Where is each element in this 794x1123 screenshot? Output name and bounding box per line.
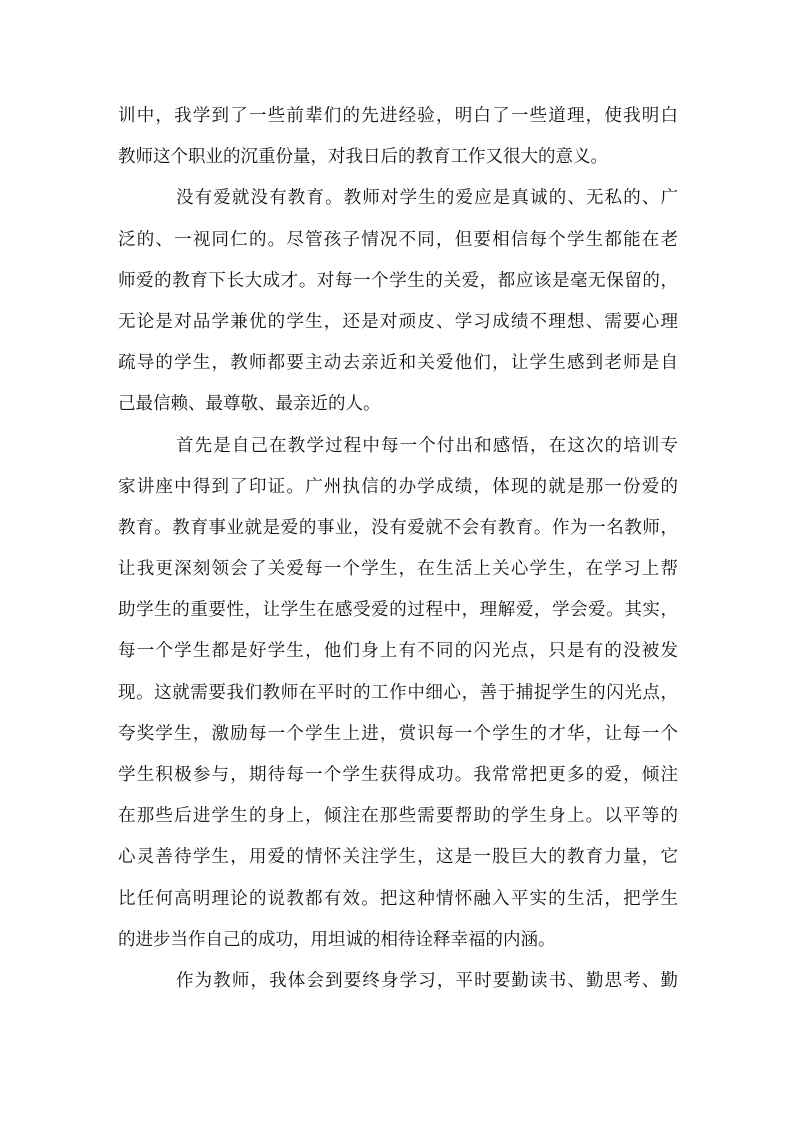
text-line-10: 家讲座中得到了印证。广州执信的办学成绩，体现的就是那一份爱的 <box>118 476 678 497</box>
text-line-4: 泛的、一视同仁的。尽管孩子情况不同，但要相信每个学生都能在老 <box>118 229 678 250</box>
text-line-19: 心灵善待学生，用爱的情怀关注学生，这是一股巨大的教育力量，它 <box>118 847 678 868</box>
text-line-6: 无论是对品学兼优的学生，还是对顽皮、学习成绩不理想、需要心理 <box>118 311 678 332</box>
body-text <box>118 96 678 1002</box>
text-line-3: 没有爱就没有教育。教师对学生的爱应是真诚的、无私的、广 <box>176 188 678 209</box>
text-line-16: 夸奖学生，激励每一个学生上进，赏识每一个学生的才华，让每一个 <box>118 723 678 744</box>
text-line-14: 每一个学生都是好学生，他们身上有不同的闪光点，只是有的没被发 <box>118 641 678 662</box>
text-line-20: 比任何高明理论的说教都有效。把这种情怀融入平实的生活，把学生 <box>118 888 678 909</box>
text-line-7: 疏导的学生，教师都要主动去亲近和关爱他们，让学生感到老师是自 <box>118 353 678 374</box>
text-line-12: 让我更深刻领会了关爱每一个学生，在生活上关心学生，在学习上帮 <box>118 559 678 580</box>
text-line-2: 教师这个职业的沉重份量，对我日后的教育工作又很大的意义。 <box>118 147 608 168</box>
text-line-13: 助学生的重要性，让学生在感受爱的过程中，理解爱，学会爱。其实， <box>118 600 678 621</box>
text-line-1: 训中，我学到了一些前辈们的先进经验，明白了一些道理，使我明白 <box>118 106 678 126</box>
text-line-11: 教育。教育事业就是爱的事业，没有爱就不会有教育。作为一名教师， <box>118 517 678 538</box>
text-line-22: 作为教师，我体会到要终身学习，平时要勤读书、勤思考、勤 <box>176 970 678 991</box>
text-line-18: 在那些后进学生的身上，倾注在那些需要帮助的学生身上。以平等的 <box>118 806 678 827</box>
text-line-21: 的进步当作自己的成功，用坦诚的相待诠释幸福的内涵。 <box>118 929 556 950</box>
text-line-15: 现。这就需要我们教师在平时的工作中细心，善于捕捉学生的闪光点， <box>118 682 678 703</box>
text-line-17: 学生积极参与，期待每一个学生获得成功。我常常把更多的爱，倾注 <box>118 765 678 785</box>
text-line-9: 首先是自己在教学过程中每一个付出和感悟，在这次的培训专 <box>176 435 678 456</box>
text-line-8: 己最信赖、最尊敬、最亲近的人。 <box>118 394 381 415</box>
text-line-5: 师爱的教育下长大成才。对每一个学生的关爱，都应该是毫无保留的， <box>118 270 678 291</box>
